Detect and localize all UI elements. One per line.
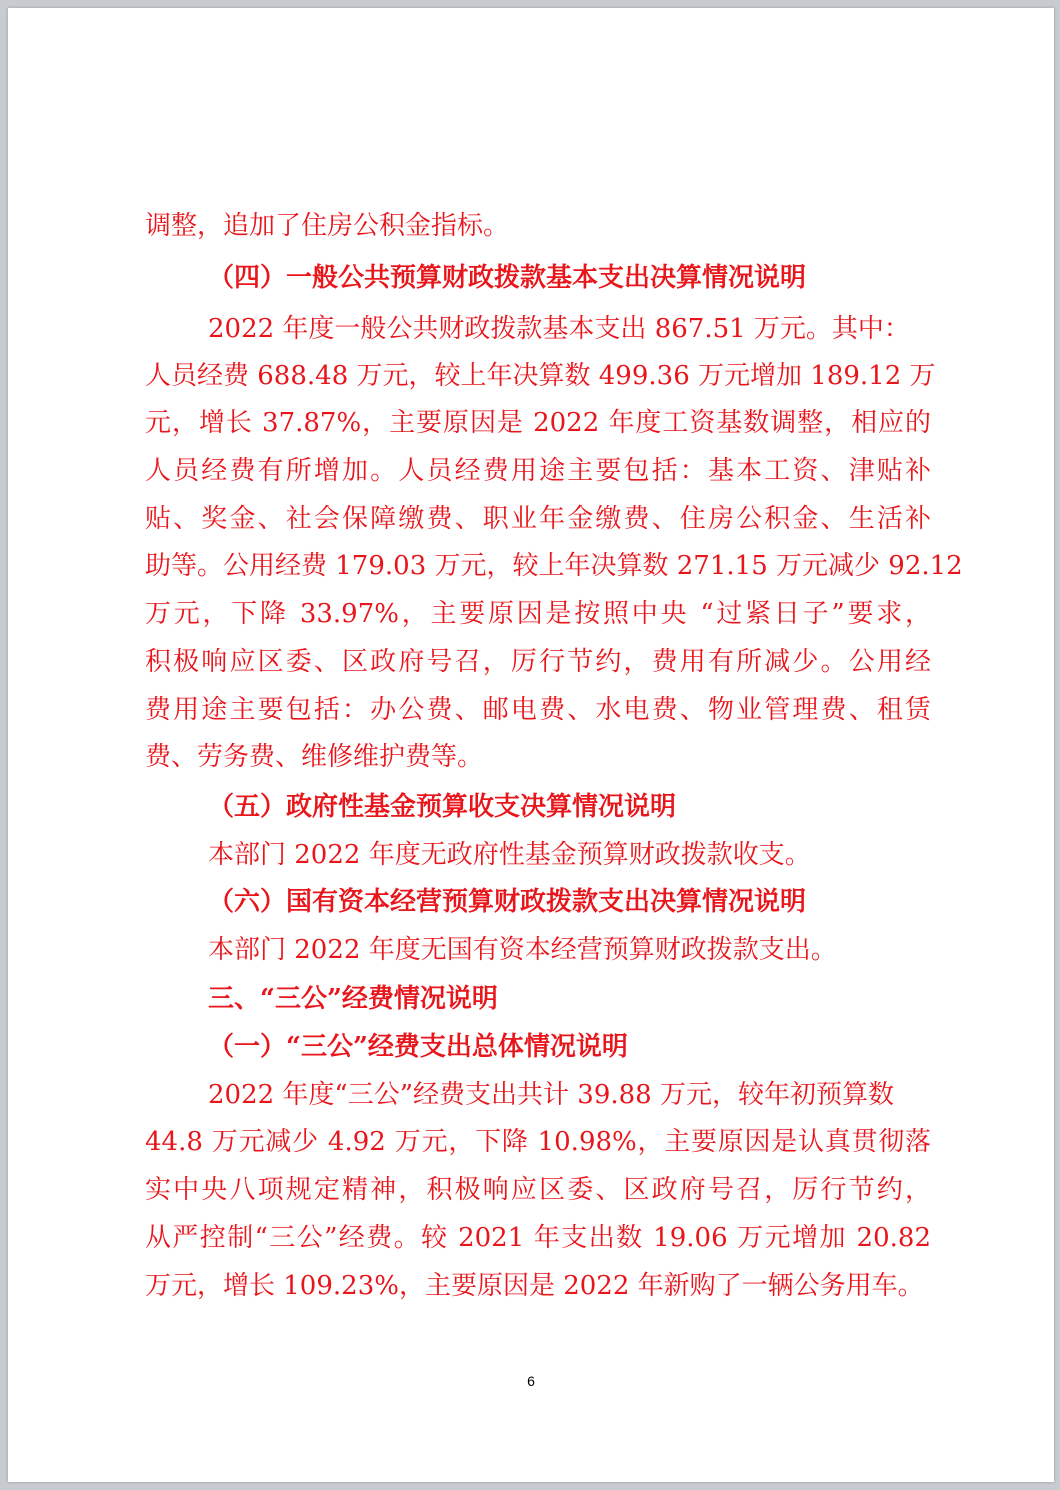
document-page bbox=[8, 8, 1054, 1482]
body-line-6: 人员经费有所增加。人员经费用途主要包括：基本工资、津贴补 bbox=[145, 456, 931, 486]
subheading-3-1: （一）“三公”经费支出总体情况说明 bbox=[208, 1032, 628, 1062]
body-line-19: 2022 年度“三公”经费支出共计 39.88 万元，较年初预算数 bbox=[208, 1080, 894, 1110]
body-line-10: 积极响应区委、区政府号召，厉行节约，费用有所减少。公用经 bbox=[145, 647, 931, 677]
body-line-7: 贴、奖金、社会保障缴费、职业年金缴费、住房公积金、生活补 bbox=[145, 504, 931, 534]
subheading-6: （六）国有资本经营预算财政拨款支出决算情况说明 bbox=[208, 887, 807, 917]
subheading-5: （五）政府性基金预算收支决算情况说明 bbox=[208, 792, 677, 822]
body-line-3: 2022 年度一般公共财政拨款基本支出 867.51 万元。其中： bbox=[208, 314, 910, 344]
body-line-5: 元，增长 37.87%，主要原因是 2022 年度工资基数调整，相应的 bbox=[145, 408, 931, 438]
body-line-11: 费用途主要包括：办公费、邮电费、水电费、物业管理费、租赁 bbox=[145, 695, 931, 725]
subheading-4: （四）一般公共预算财政拨款基本支出决算情况说明 bbox=[208, 263, 807, 293]
body-line-20: 44.8 万元减少 4.92 万元，下降 10.98%，主要原因是认真贯彻落 bbox=[145, 1127, 931, 1157]
page-number: 6 bbox=[527, 1373, 535, 1389]
body-line-23: 万元，增长 109.23%，主要原因是 2022 年新购了一辆公务用车。 bbox=[145, 1271, 924, 1301]
body-line-21: 实中央八项规定精神，积极响应区委、区政府号召，厉行节约， bbox=[145, 1175, 931, 1205]
body-line-12: 费、劳务费、维修维护费等。 bbox=[145, 742, 484, 772]
body-line-4: 人员经费 688.48 万元，较上年决算数 499.36 万元增加 189.12 万 bbox=[145, 361, 936, 391]
section-heading-3: 三、“三公”经费情况说明 bbox=[208, 984, 498, 1014]
body-line-22: 从严控制“三公”经费。较 2021 年支出数 19.06 万元增加 20.82 bbox=[145, 1223, 931, 1253]
body-line-16: 本部门 2022 年度无国有资本经营预算财政拨款支出。 bbox=[208, 935, 837, 965]
body-line-8: 助等。公用经费 179.03 万元，较上年决算数 271.15 万元减少 92.12 bbox=[145, 551, 963, 581]
body-line-9: 万元，下降 33.97%，主要原因是按照中央 “过紧日子”要求， bbox=[145, 599, 931, 629]
body-line-14: 本部门 2022 年度无政府性基金预算财政拨款收支。 bbox=[208, 840, 811, 870]
body-line-1: 调整，追加了住房公积金指标。 bbox=[145, 211, 510, 241]
